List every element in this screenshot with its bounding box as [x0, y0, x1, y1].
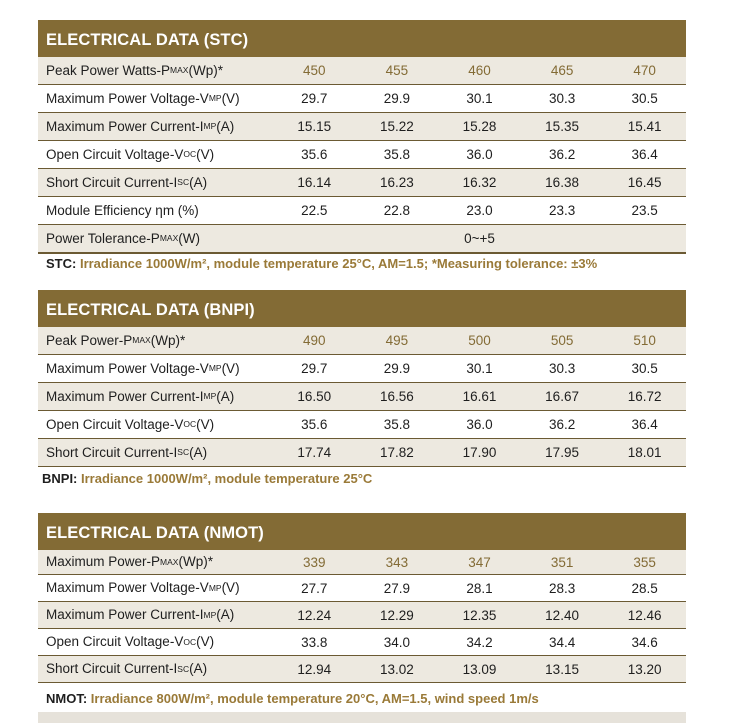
table-cell: 16.56 — [379, 389, 414, 404]
row-label-subscript: SC — [177, 447, 190, 458]
table-row — [38, 602, 686, 628]
row-label — [38, 225, 273, 252]
table-row — [38, 575, 686, 601]
row-label — [38, 85, 273, 112]
row-label-subscript: MAX — [132, 335, 151, 346]
table-cell: 15.28 — [462, 119, 497, 134]
table-cell: 16.61 — [462, 389, 497, 404]
table-cell: 510 — [633, 333, 656, 348]
row-label-text: Maximum Power Voltage-V — [46, 360, 209, 376]
table-row — [38, 656, 686, 682]
table-cell: 36.0 — [466, 417, 493, 432]
row-label — [38, 57, 273, 84]
table-cell: 35.8 — [383, 417, 411, 432]
bnpi-note-text: Irradiance 1000W/m², module temperature 25°C — [77, 471, 373, 486]
table-cell: 17.90 — [462, 445, 497, 460]
table-cell: 34.6 — [631, 634, 658, 650]
table-cell: 29.9 — [383, 361, 411, 376]
row-label — [38, 383, 273, 410]
row-label — [38, 656, 273, 682]
table-cell: 16.67 — [545, 389, 579, 404]
row-label-unit: (V) — [196, 146, 215, 162]
row-label-text: Module Efficiency ηm (%) — [46, 202, 199, 218]
row-label-unit: (A) — [189, 174, 208, 190]
table-cell: 27.9 — [383, 580, 411, 596]
nmot-section — [38, 513, 686, 683]
table-cell: 13.15 — [545, 661, 579, 677]
row-label-subscript: SC — [177, 177, 190, 188]
row-label-text: Maximum Power Current-I — [46, 118, 204, 134]
table-cell: 28.3 — [548, 580, 576, 596]
table-cell: 30.3 — [548, 361, 576, 376]
table-cell: 30.5 — [631, 361, 658, 376]
table-cell: 505 — [550, 333, 574, 348]
row-label-subscript: MAX — [160, 556, 179, 567]
nmot-note — [46, 691, 539, 706]
bottom-strip — [38, 712, 686, 723]
row-label-subscript: MAX — [170, 65, 189, 76]
table-cell: 16.14 — [297, 175, 332, 190]
row-label-text: Maximum Power-P — [46, 554, 161, 570]
row-label-text: Short Circuit Current-I — [46, 174, 178, 190]
table-cell: 17.95 — [545, 445, 579, 460]
table-row — [38, 383, 686, 410]
bnpi-title: ELECTRICAL DATA (BNPI) — [38, 290, 686, 327]
table-row — [38, 550, 686, 574]
table-cell: 29.7 — [301, 91, 328, 106]
table-cell: 15.35 — [545, 119, 579, 134]
table-cell: 35.6 — [301, 417, 328, 432]
row-label — [38, 169, 273, 196]
table-cell: 16.38 — [545, 175, 579, 190]
table-row — [38, 57, 686, 84]
table-cell: 13.09 — [462, 661, 497, 677]
row-label-subscript: MP — [203, 391, 217, 402]
row-label-subscript: SC — [177, 663, 190, 674]
row-label-text: Maximum Power Voltage-V — [46, 90, 209, 106]
table-cell: 500 — [468, 333, 491, 348]
table-cell: 36.0 — [466, 147, 493, 162]
row-label-text: Open Circuit Voltage-V — [46, 146, 184, 162]
table-row — [38, 629, 686, 655]
row-label-unit: (A) — [189, 661, 208, 677]
table-row — [38, 141, 686, 168]
row-label — [38, 411, 273, 438]
table-cell: 36.4 — [631, 147, 658, 162]
table-cell: 27.7 — [301, 580, 328, 596]
table-row — [38, 197, 686, 224]
row-label — [38, 197, 273, 224]
row-divider — [38, 466, 686, 467]
table-cell: 470 — [633, 63, 656, 78]
tolerance-row — [38, 225, 686, 252]
table-cell: 12.35 — [462, 607, 497, 623]
row-label-text: Peak Power Watts-P — [46, 62, 171, 78]
table-cell: 34.2 — [466, 634, 493, 650]
row-label-subscript: OC — [183, 419, 197, 430]
row-label-unit: (V) — [221, 360, 240, 376]
table-cell: 18.01 — [627, 445, 662, 460]
table-cell: 12.29 — [379, 607, 414, 623]
table-cell: 343 — [385, 554, 409, 570]
row-label-unit: (V) — [196, 416, 215, 432]
table-cell: 29.7 — [301, 361, 328, 376]
row-label-unit: (V) — [221, 580, 240, 596]
table-row — [38, 169, 686, 196]
row-label-subscript: OC — [183, 636, 197, 647]
row-label-subscript: MP — [208, 363, 222, 374]
table-cell: 355 — [633, 554, 656, 570]
row-label-unit: (A) — [216, 607, 235, 623]
table-cell: 34.0 — [383, 634, 411, 650]
table-row — [38, 355, 686, 382]
tolerance-value: 0~+5 — [464, 231, 495, 246]
table-cell: 12.94 — [297, 661, 332, 677]
bnpi-note-key: BNPI: — [42, 471, 78, 486]
table-row — [38, 113, 686, 140]
row-label-unit: (V) — [196, 634, 215, 650]
row-label-text: Maximum Power Current-I — [46, 607, 204, 623]
table-cell: 23.0 — [466, 203, 493, 218]
row-label-unit: (Wp)* — [188, 62, 223, 78]
table-cell: 339 — [303, 554, 326, 570]
table-cell: 22.8 — [383, 203, 411, 218]
table-cell: 35.8 — [383, 147, 411, 162]
row-label — [38, 113, 273, 140]
row-label — [38, 629, 273, 655]
row-label-subscript: MP — [203, 121, 217, 132]
table-cell: 13.20 — [627, 661, 662, 677]
bnpi-table — [38, 327, 686, 467]
nmot-note-text: Irradiance 800W/m², module temperature 20°C, AM=1.5, wind speed 1m/s — [87, 691, 539, 706]
table-cell: 30.5 — [631, 91, 658, 106]
table-cell: 16.32 — [462, 175, 497, 190]
row-label — [38, 602, 273, 628]
table-cell: 12.46 — [627, 607, 662, 623]
table-cell: 495 — [385, 333, 409, 348]
table-row — [38, 327, 686, 354]
table-cell: 465 — [550, 63, 574, 78]
table-cell: 490 — [303, 333, 326, 348]
nmot-note-key: NMOT: — [46, 691, 88, 706]
stc-note-key: STC: — [46, 256, 77, 271]
stc-note — [46, 256, 597, 271]
row-label-text: Short Circuit Current-I — [46, 661, 178, 677]
nmot-table — [38, 550, 686, 683]
table-cell: 23.5 — [631, 203, 658, 218]
table-cell: 16.45 — [627, 175, 662, 190]
table-cell: 17.82 — [379, 445, 414, 460]
bnpi-note — [42, 471, 372, 486]
table-cell: 16.23 — [379, 175, 414, 190]
table-cell: 33.8 — [301, 634, 328, 650]
table-cell: 36.2 — [548, 147, 576, 162]
table-cell: 12.24 — [297, 607, 332, 623]
table-cell: 455 — [385, 63, 409, 78]
table-cell: 35.6 — [301, 147, 328, 162]
row-label-unit: (Wp)* — [178, 554, 213, 570]
row-label — [38, 327, 273, 354]
row-label-text: Maximum Power Current-I — [46, 388, 204, 404]
table-cell: 351 — [550, 554, 574, 570]
table-cell: 13.02 — [379, 661, 414, 677]
nmot-title: ELECTRICAL DATA (NMOT) — [38, 513, 686, 550]
row-label — [38, 141, 273, 168]
row-label-subscript: OC — [183, 149, 197, 160]
table-cell: 29.9 — [383, 91, 411, 106]
row-label-text: Open Circuit Voltage-V — [46, 634, 184, 650]
row-label-subscript: MP — [208, 93, 222, 104]
table-cell: 23.3 — [548, 203, 576, 218]
row-divider — [38, 682, 686, 683]
row-label-unit: (Wp)* — [150, 332, 186, 348]
row-label-unit: (A) — [216, 388, 235, 404]
row-label — [38, 575, 273, 601]
table-cell: 12.40 — [545, 607, 579, 623]
table-cell: 30.1 — [466, 361, 493, 376]
table-cell: 460 — [468, 63, 491, 78]
row-label-text: Open Circuit Voltage-V — [46, 416, 184, 432]
row-label-text: Short Circuit Current-I — [46, 444, 178, 460]
table-cell: 22.5 — [301, 203, 328, 218]
stc-table — [38, 57, 686, 254]
table-cell: 30.3 — [548, 91, 576, 106]
stc-section — [38, 20, 686, 254]
row-label-unit: (W) — [178, 230, 200, 246]
table-cell: 17.74 — [297, 445, 332, 460]
row-label-subscript: MAX — [159, 233, 179, 244]
table-cell: 28.5 — [631, 580, 658, 596]
table-cell: 15.22 — [379, 119, 414, 134]
row-label-text: Maximum Power Voltage-V — [46, 580, 209, 596]
table-cell: 36.2 — [548, 417, 576, 432]
row-label — [38, 550, 273, 574]
row-label-text: Power Tolerance-P — [46, 230, 160, 246]
table-cell: 30.1 — [466, 91, 493, 106]
row-label — [38, 355, 273, 382]
row-label-unit: (A) — [189, 444, 208, 460]
table-cell: 16.72 — [627, 389, 662, 404]
table-cell: 36.4 — [631, 417, 658, 432]
section-bottom-border — [38, 252, 686, 254]
table-row — [38, 439, 686, 466]
row-label-subscript: MP — [208, 582, 222, 593]
stc-note-text: Irradiance 1000W/m², module temperature 25°C, AM=1.5; *Measuring tolerance: ±3% — [76, 256, 598, 271]
stc-title: ELECTRICAL DATA (STC) — [38, 20, 686, 57]
table-row — [38, 85, 686, 112]
table-cell: 15.41 — [627, 119, 662, 134]
row-label — [38, 439, 273, 466]
row-label-text: Peak Power-P — [46, 332, 133, 348]
bnpi-section — [38, 290, 686, 467]
table-cell: 16.50 — [297, 389, 332, 404]
table-cell: 15.15 — [297, 119, 332, 134]
row-label-subscript: MP — [203, 609, 217, 620]
table-row — [38, 411, 686, 438]
table-cell: 347 — [468, 554, 491, 570]
row-label-unit: (V) — [221, 90, 240, 106]
row-label-unit: (A) — [216, 118, 235, 134]
table-cell: 28.1 — [466, 580, 493, 596]
table-cell: 34.4 — [548, 634, 576, 650]
table-cell: 450 — [303, 63, 326, 78]
